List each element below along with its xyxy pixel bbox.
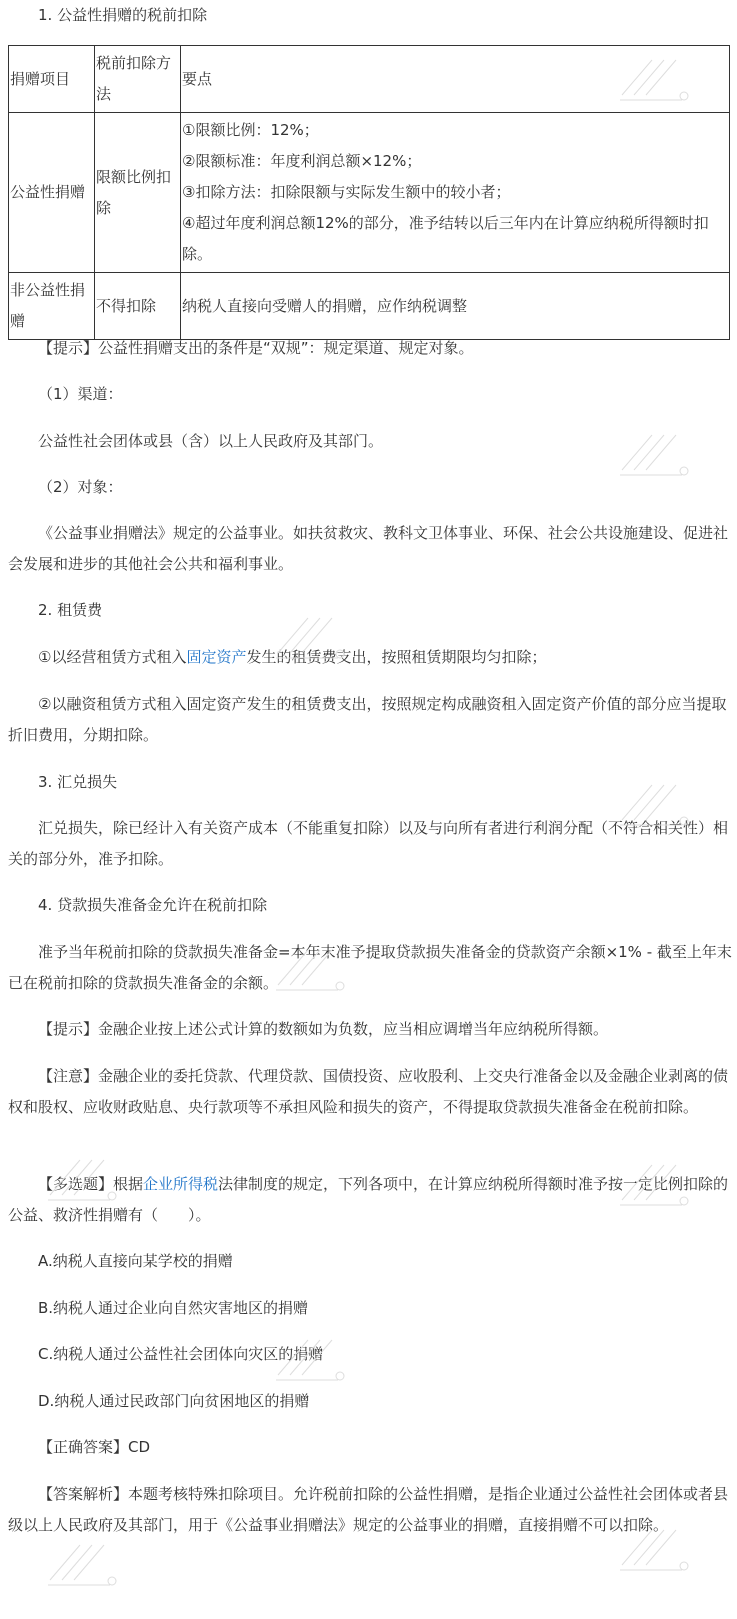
table-header-cell: 税前扣除方法 — [95, 46, 181, 113]
enterprise-income-tax-link[interactable]: 企业所得税 — [143, 1175, 219, 1193]
watermark-mark — [40, 1535, 120, 1595]
question-text-post: 法律制度的规定，下列各项中，在计算应纳税所得额时准予按一定比例扣除的公益、救济性捐赠有（ ）。 — [8, 1175, 729, 1224]
point-line: ①限额比例：12%； — [182, 121, 319, 139]
table-header-cell: 要点 — [181, 46, 730, 113]
question-paragraph — [8, 1169, 732, 1231]
point-line: ③扣除方法：扣除限额与实际发生额中的较小者； — [182, 183, 511, 201]
table-header-cell: 捐赠项目 — [9, 46, 95, 113]
answer-paragraph: 【正确答案】CD — [38, 1438, 151, 1456]
table-cell-method: 不得扣除 — [95, 273, 181, 340]
object-text: 《公益事业捐赠法》规定的公益事业。如扶贫救灾、教科文卫体事业、环保、社会公共设施建设、促进社会发展和进步的其他社会公共和福利事业。 — [8, 524, 729, 573]
question-text-pre: 【多选题】根据 — [38, 1175, 144, 1193]
object-label: （2）对象： — [38, 478, 123, 496]
section-4-title: 4. 贷款损失准备金允许在税前扣除 — [38, 896, 268, 914]
note-paragraph: 【注意】金融企业的委托贷款、代理贷款、国债投资、应收股利、上交央行准备金以及金融企业剥离的债权和股权、应收财政贴息、央行款项等不承担风险和损失的资产，不得提取贷款损失准备金在税前扣除。 — [8, 1067, 729, 1116]
table-cell-points — [181, 113, 730, 273]
table-header-row — [9, 46, 730, 113]
section-1-title: 1. 公益性捐赠的税前扣除 — [38, 6, 208, 24]
option-a: A.纳税人直接向某学校的捐赠 — [38, 1252, 233, 1270]
option-c: C.纳税人通过公益性社会团体向灾区的捐赠 — [38, 1345, 324, 1363]
lease-text-pre: ①以经营租赁方式租入 — [38, 648, 187, 666]
section-2-title: 2. 租赁费 — [38, 601, 103, 619]
tip-paragraph-2: 【提示】金融企业按上述公式计算的数额如为负数，应当相应调增当年应纳税所得额。 — [38, 1020, 609, 1038]
point-line: 纳税人直接向受赠人的捐赠，应作纳税调整 — [182, 296, 468, 315]
lease-paragraph-1 — [8, 642, 732, 673]
analysis-paragraph: 【答案解析】本题考核特殊扣除项目。允许税前扣除的公益性捐赠，是指企业通过公益性社会团体或者县级以上人民政府及其部门，用于《公益事业捐赠法》规定的公益事业的捐赠，直接捐赠不可以扣除。 — [8, 1485, 729, 1534]
point-line: ④超过年度利润总额12%的部分，准予结转以后三年内在计算应纳税所得额时扣除。 — [182, 214, 709, 263]
fixed-assets-link[interactable]: 固定资产 — [186, 648, 247, 666]
lease-text-post: 发生的租赁费支出，按照租赁期限均匀扣除； — [246, 648, 547, 666]
section-3-title: 3. 汇兑损失 — [38, 773, 118, 791]
tip-paragraph: 【提示】公益性捐赠支出的条件是“双规”：规定渠道、规定对象。 — [38, 339, 474, 357]
table-cell-item: 非公益性捐赠 — [9, 273, 95, 340]
loan-formula-paragraph: 准予当年税前扣除的贷款损失准备金=本年末准予提取贷款损失准备金的贷款资产余额×1% - 截至上年末已在税前扣除的贷款损失准备金的余额。 — [8, 943, 732, 992]
channel-label: （1）渠道： — [38, 385, 123, 403]
deduction-table — [8, 45, 730, 340]
option-d: D.纳税人通过民政部门向贫困地区的捐赠 — [38, 1392, 310, 1410]
channel-text: 公益性社会团体或县（含）以上人民政府及其部门。 — [38, 432, 384, 450]
table-cell-item: 公益性捐赠 — [9, 113, 95, 273]
lease-paragraph-2: ②以融资租赁方式租入固定资产发生的租赁费支出，按照规定构成融资租入固定资产价值的部分应当提取折旧费用，分期扣除。 — [8, 695, 727, 744]
option-b: B.纳税人通过企业向自然灾害地区的捐赠 — [38, 1299, 309, 1317]
table-row — [9, 273, 730, 340]
point-line: ②限额标准：年度利润总额×12%； — [182, 152, 422, 170]
exchange-loss-paragraph: 汇兑损失，除已经计入有关资产成本（不能重复扣除）以及与向所有者进行利润分配（不符合相关性）相关的部分外，准予扣除。 — [8, 819, 729, 868]
table-row — [9, 113, 730, 273]
table-cell-points — [181, 273, 730, 340]
table-cell-method: 限额比例扣除 — [95, 113, 181, 273]
